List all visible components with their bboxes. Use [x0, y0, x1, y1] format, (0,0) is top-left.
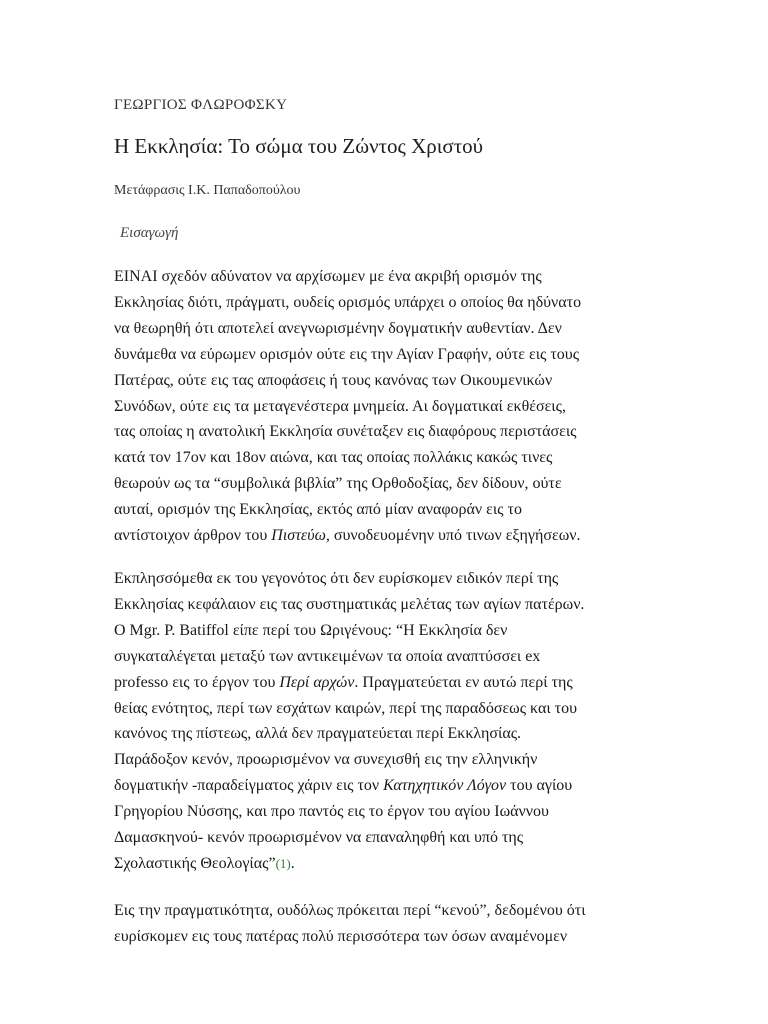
text-line: Συνόδων, ούτε εις τα μεταγενέστερα μνημεία. Αι δογματικαί εκθέσεις,: [114, 397, 566, 415]
document-title: Η Εκκλησία: Το σώμα του Ζώντος Χριστού: [114, 134, 484, 158]
text-line: [114, 523, 654, 549]
text-line: ευρίσκομεν εις τους πατέρας πολύ περισσότερα των όσων αναμένομεν: [114, 927, 568, 945]
text-line: θεωρούν ως τα “συμβολικά βιβλία” της Ορθοδοξίας, δεν δίδουν, ούτε: [114, 475, 562, 493]
text-line: [114, 670, 654, 696]
author-name: ΓΕΩΡΓΙΟΣ ΦΛΩΡΟΦΣΚΥ: [114, 97, 288, 113]
text-line: Παράδοξον κενόν, προωρισμένον να συνεχισθή εις την ελληνικήν: [114, 751, 538, 769]
text-segment: . Πραγματεύεται εν αυτώ περί της: [354, 673, 573, 691]
section-heading: Εισαγωγή: [120, 225, 179, 241]
text-segment: αντίστοιχον άρθρον του: [114, 527, 272, 545]
italic-title-peri-archon: Περί αρχών: [279, 673, 355, 691]
text-segment: του αγίου: [506, 777, 573, 795]
text-line: Πατέρας, ούτε εις τας αποφάσεις ή τους κανόνας των Οικουμενικών: [114, 371, 553, 389]
text-segment: Σχολαστικής Θεολογίας”: [114, 854, 276, 872]
text-line: κανόνος της πίστεως, αλλά δεν πραγματεύεται περί Εκκλησίας.: [114, 725, 522, 743]
text-line: Εκπλησσόμεθα εκ του γεγονότος ότι δεν ευρίσκομεν ειδικόν περί της: [114, 569, 559, 587]
paragraph-2: [114, 566, 654, 877]
text-line: [114, 851, 654, 877]
text-line: Δαμασκηνού- κενόν προωρισμένον να επαναληφθή και υπό της: [114, 829, 524, 847]
text-line: τας οποίας η ανατολική Εκκλησία συνέταξεν εις διαφόρους περιστάσεις: [114, 423, 577, 441]
footnote-link[interactable]: (1): [275, 855, 291, 871]
text-line: να θεωρηθή ότι αποτελεί ανεγνωρισμένην δογματικήν αυθεντίαν. Δεν: [114, 319, 562, 337]
translator-credit: Μετάφρασις Ι.Κ. Παπαδοπούλου: [114, 183, 301, 198]
text-line: συγκαταλέγεται μεταξύ των αντικειμένων τα οποία αναπτύσσει ex: [114, 647, 541, 665]
text-segment: .: [290, 854, 295, 872]
text-segment: δογματικήν -παραδείγματος χάριν εις τον: [114, 777, 384, 795]
text-line: Εις την πραγματικότητα, ουδόλως πρόκειται περί “κενού”, δεδομένου ότι: [114, 901, 586, 919]
text-line: θείας ενότητος, περί των εσχάτων καιρών, περί της παραδόσεως και του: [114, 699, 577, 717]
italic-title-pisteuo: Πιστεύω,: [271, 527, 330, 545]
text-line: Ο Mgr. P. Batiffol είπε περί του Ωριγένους: “Η Εκκλησία δεν: [114, 621, 508, 639]
text-line: κατά τον 17ον και 18ον αιώνα, και τας οποίας πολλάκις κακώς τινες: [114, 449, 553, 467]
text-line: Γρηγορίου Νύσσης, και προ παντός εις το έργον του αγίου Ιωάννου: [114, 803, 549, 821]
paragraph-3: [114, 898, 654, 950]
text-line: ΕΙΝΑΙ σχεδόν αδύνατον να αρχίσωμεν με ένα ακριβή ορισμόν της: [114, 268, 542, 285]
text-line: [114, 773, 654, 799]
italic-title-katichitikos-logos: Κατηχητικόν Λόγον: [383, 777, 507, 795]
text-line: αυταί, ορισμόν της Εκκλησίας, εκτός από μίαν αναφοράν εις το: [114, 501, 522, 519]
text-segment: professo εις το έργον του: [114, 673, 280, 691]
text-line: δυνάμεθα να εύρωμεν ορισμόν ούτε εις την Αγίαν Γραφήν, ούτε εις τους: [114, 345, 580, 363]
text-line: Εκκλησίας διότι, πράγματι, ουδείς ορισμός υπάρχει ο οποίος θα ηδύνατο: [114, 293, 582, 311]
document-page: [114, 94, 654, 950]
text-line: Εκκλησίας κεφάλαιον εις τας συστηματικάς μελέτας των αγίων πατέρων.: [114, 595, 585, 613]
paragraph-1: [114, 264, 654, 549]
text-segment: συνοδευομένην υπό τινων εξηγήσεων.: [329, 527, 581, 545]
